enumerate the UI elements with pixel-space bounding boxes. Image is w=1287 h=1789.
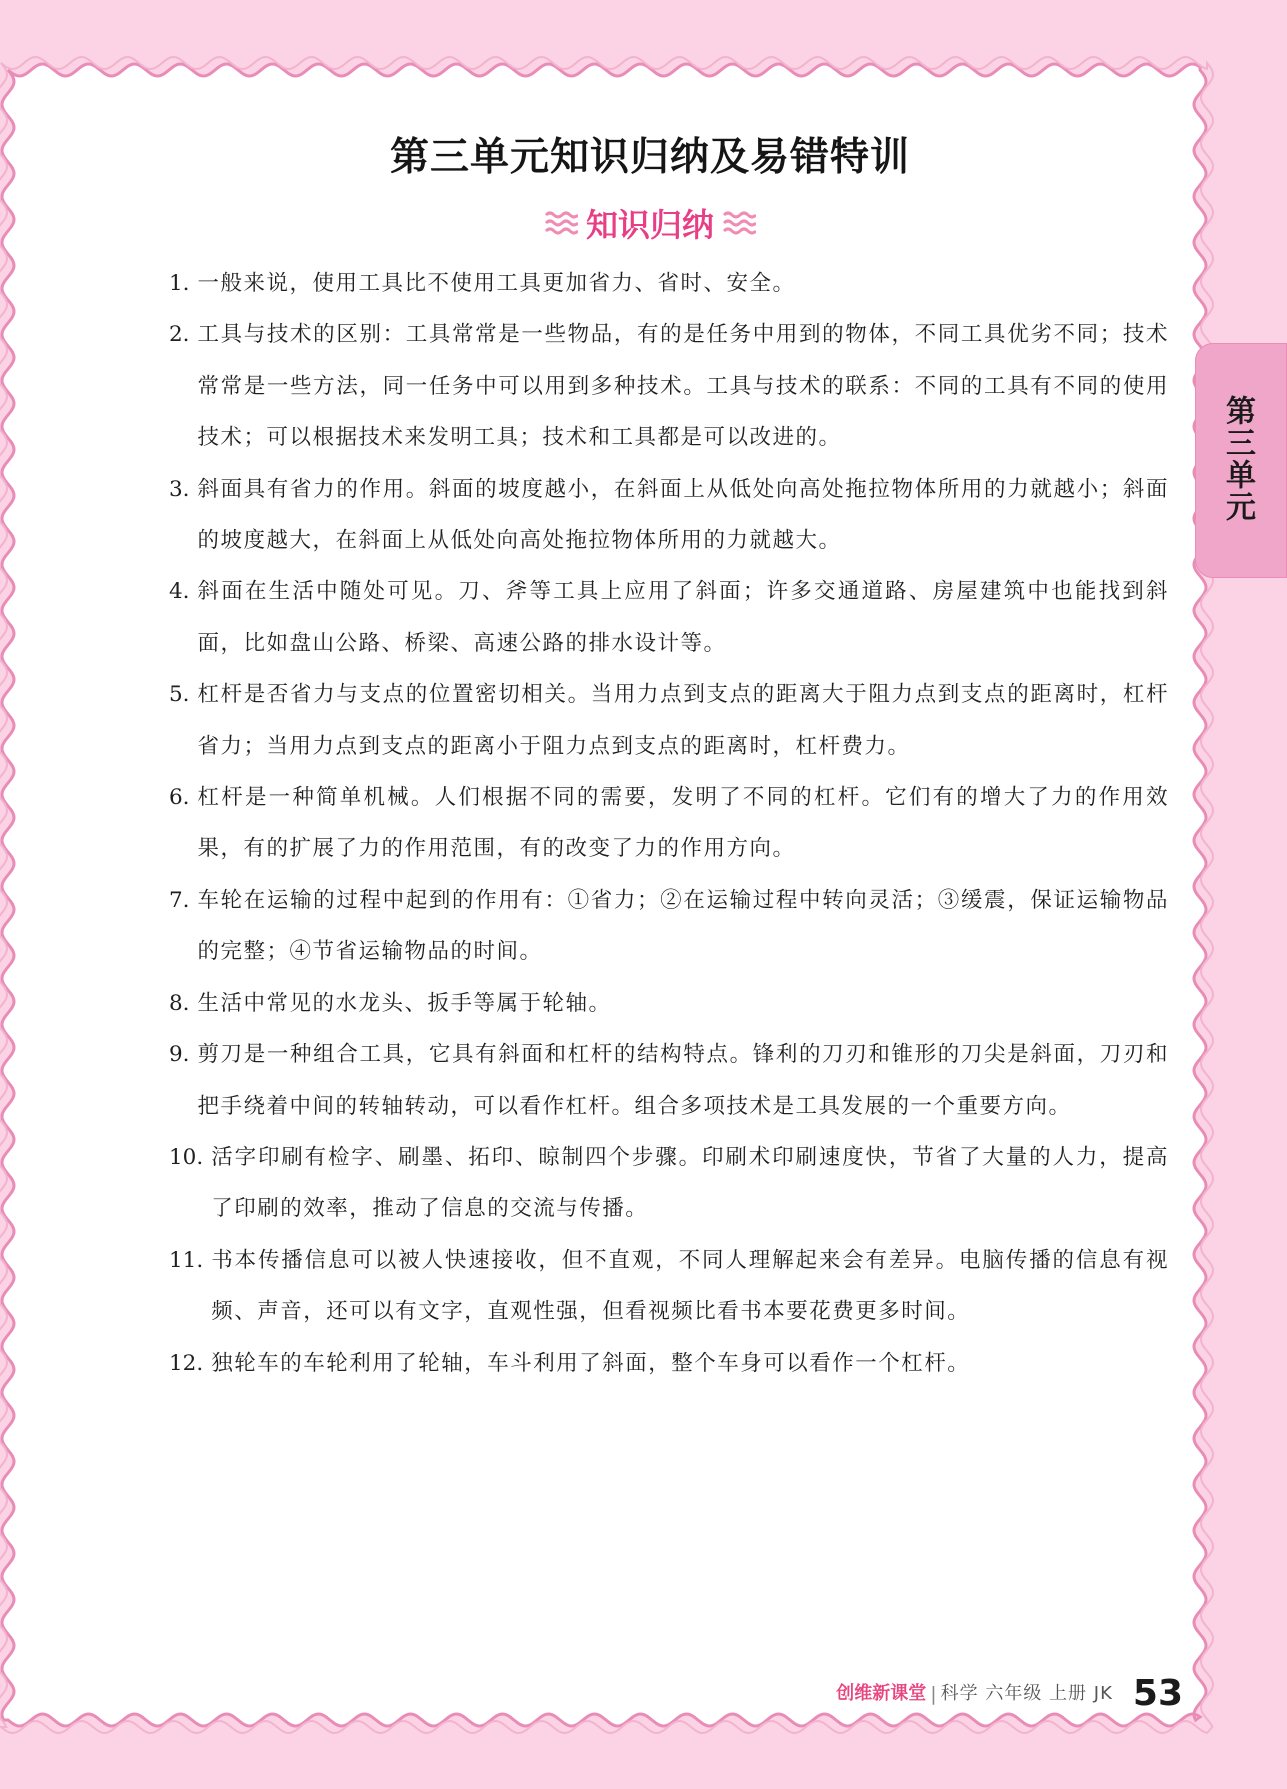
section-heading [0,200,1287,246]
wave-decoration-icon [544,208,578,238]
item-number: 4. [169,579,190,605]
item-number: 2. [169,322,190,348]
list-item [169,772,1169,875]
item-number: 7. [169,887,190,913]
footer-brand: 创维新课堂 [836,1683,927,1704]
list-item [169,1235,1169,1338]
page-number: 53 [1132,1673,1183,1714]
item-text: 活字印刷有检字、刷墨、拓印、晾制四个步骤。印刷术印刷速度快，节省了大量的人力，提高了印刷的效率，推动了信息的交流与传播。 [211,1144,1169,1222]
page-title: 第三单元知识归纳及易错特训 [389,135,910,180]
item-number: 8. [169,990,190,1016]
item-number: 6. [169,785,190,811]
item-text: 工具与技术的区别：工具常常是一些物品，有的是任务中用到的物体，不同工具优劣不同；技术常常是一些方法，同一任务中可以用到多种技术。工具与技术的联系：不同的工具有不同的使用技术；可以根据技术来发明工具；技术和工具都是可以改进的。 [197,322,1169,451]
item-text: 杠杆是一种简单机械。人们根据不同的需要，发明了不同的杠杆。它们有的增大了力的作用效果，有的扩展了力的作用范围，有的改变了力的作用方向。 [197,785,1169,862]
item-number: 11. [169,1247,204,1273]
item-text: 斜面在生活中随处可见。刀、斧等工具上应用了斜面；许多交通道路、房屋建筑中也能找到斜面，比如盘山公路、桥梁、高速公路的排水设计等。 [197,579,1169,656]
unit-side-tab-label: 第三单元 [1220,395,1255,523]
list-item [169,1338,1169,1389]
knowledge-list [169,258,1169,1389]
page-footer [836,1664,1183,1712]
item-number: 12. [169,1350,204,1376]
footer-separator: | [930,1683,937,1705]
item-text: 书本传播信息可以被人快速接收，但不直观，不同人理解起来会有差异。电脑传播的信息有视频、声音，还可以有文字，直观性强，但看视频比看书本要花费更多时间。 [211,1247,1169,1325]
item-number: 9. [169,1042,190,1068]
item-text: 生活中常见的水龙头、扳手等属于轮轴。 [197,990,612,1016]
list-item [169,309,1169,463]
item-number: 1. [169,271,190,296]
unit-side-tab [1195,343,1287,578]
item-number: 5. [169,682,190,708]
list-item [169,875,1169,978]
list-item [169,566,1169,669]
list-item [169,1029,1169,1132]
item-text: 剪刀是一种组合工具，它具有斜面和杠杆的结构特点。锋利的刀刃和锥形的刀尖是斜面，刀刃和把手绕着中间的转轴转动，可以看作杠杆。组合多项技术是工具发展的一个重要方向。 [197,1042,1169,1119]
item-text: 一般来说，使用工具比不使用工具更加省力、省时、安全。 [197,271,796,296]
item-number: 10. [169,1144,204,1170]
list-item [169,978,1169,1029]
item-text: 斜面具有省力的作用。斜面的坡度越小，在斜面上从低处向高处拖拉物体所用的力就越小；斜面的坡度越大，在斜面上从低处向高处拖拉物体所用的力就越大。 [197,476,1169,554]
wave-decoration-icon [722,208,756,238]
item-number: 3. [169,476,190,502]
item-text: 独轮车的车轮利用了轮轴，车斗利用了斜面，整个车身可以看作一个杠杆。 [211,1350,971,1376]
item-text: 车轮在运输的过程中起到的作用有：①省力；②在运输过程中转向灵活；③缓震，保证运输物品的完整；④节省运输物品的时间。 [197,887,1169,965]
list-item [169,1132,1169,1235]
section-title: 知识归纳 [585,206,714,244]
list-item [169,669,1169,772]
list-item [169,258,1169,309]
footer-book-info: 科学 六年级 上册 JK [940,1683,1113,1704]
item-text: 杠杆是否省力与支点的位置密切相关。当用力点到支点的距离大于阻力点到支点的距离时，杠杆省力；当用力点到支点的距离小于阻力点到支点的距离时，杠杆费力。 [197,682,1169,759]
list-item [169,464,1169,567]
